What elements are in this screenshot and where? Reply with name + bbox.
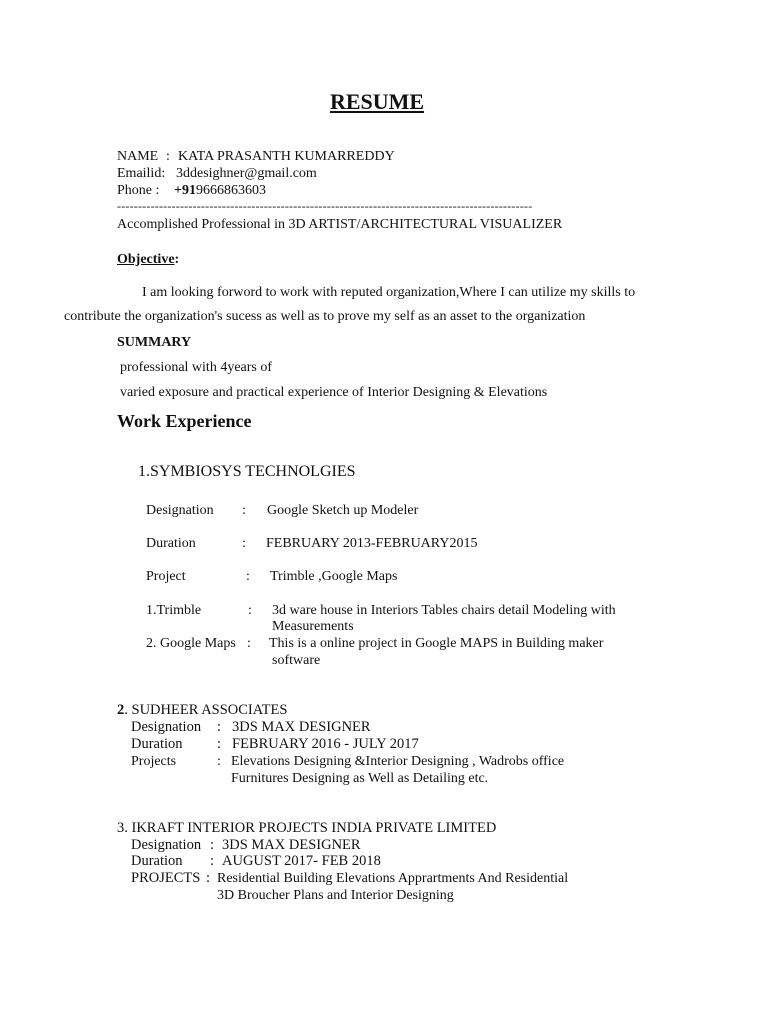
job3-duration-label: Duration <box>131 853 183 869</box>
name-colon: : <box>166 149 170 164</box>
job3-title: 3. IKRAFT INTERIOR PROJECTS INDIA PRIVATE LIMITED <box>117 820 497 836</box>
name-value: KATA PRASANTH KUMARREDDY <box>178 149 395 164</box>
job1-project-label: Project <box>146 569 186 584</box>
job3-designation: 3DS MAX DESIGNER <box>222 837 361 853</box>
job1-trimble-line-2: Measurements <box>272 619 354 634</box>
job2-title: 2. SUDHEER ASSOCIATES <box>117 702 288 718</box>
job1-title: 1.SYMBIOSYS TECHNOLGIES <box>138 463 356 480</box>
job3-duration: AUGUST 2017- FEB 2018 <box>222 853 381 869</box>
job1-maps-colon: : <box>247 636 251 651</box>
job2-projects-colon: : <box>217 754 221 769</box>
headline: Accomplished Professional in 3D ARTIST/ARCHITECTURAL VISUALIZER <box>117 217 563 232</box>
job3-projects-label: PROJECTS <box>131 870 201 886</box>
phone-number: 9666863603 <box>195 183 266 198</box>
divider-line: --------------------------------------------------------------------------------------------------- <box>117 199 533 213</box>
job3-projects-colon: : <box>206 870 211 886</box>
job1-trimble-label: 1.Trimble <box>146 603 202 618</box>
job1-trimble-line-1: 3d ware house in Interiors Tables chairs detail Modeling with <box>272 603 616 618</box>
job2-duration-colon: : <box>217 736 222 752</box>
job2-designation-label: Designation <box>131 719 202 735</box>
job2-duration-label: Duration <box>131 736 183 752</box>
job3-designation-colon: : <box>210 837 215 853</box>
job3-designation-label: Designation <box>131 837 202 853</box>
email-label: Emailid: <box>117 166 166 181</box>
summary-line-1: professional with 4years of <box>120 360 273 375</box>
job1-trimble-colon: : <box>248 603 252 618</box>
phone-prefix: +91 <box>174 183 196 198</box>
job1-project: Trimble ,Google Maps <box>270 569 398 584</box>
job1-duration-label: Duration <box>146 536 196 551</box>
job2-designation-colon: : <box>217 719 222 735</box>
objective-heading: Objective: <box>117 252 180 267</box>
job1-maps-line-1: This is a online project in Google MAPS in Building maker <box>269 636 604 651</box>
job1-duration: FEBRUARY 2013-FEBRUARY2015 <box>266 536 478 551</box>
email-value: 3ddesighner@gmail.com <box>176 166 317 181</box>
objective-line-2: contribute the organization's sucess as well as to prove my self as an asset to the organization <box>64 309 586 324</box>
job1-designation-label: Designation <box>146 503 214 518</box>
name-label: NAME <box>117 149 159 164</box>
objective-line-1: I am looking forword to work with reputed organization,Where I can utilize my skills to <box>142 285 636 300</box>
summary-line-2: varied exposure and practical experience of Interior Designing & Elevations <box>120 385 548 400</box>
job3-projects-line-1: Residential Building Elevations Apprartments And Residential <box>217 871 569 886</box>
job1-duration-colon: : <box>242 536 246 551</box>
job1-maps-label: 2. Google Maps <box>146 636 236 651</box>
phone-value <box>174 182 266 199</box>
job1-maps-line-2: software <box>272 653 321 668</box>
job2-projects-line-2: Furnitures Designing as Well as Detailing etc. <box>231 771 489 786</box>
work-experience-heading: Work Experience <box>117 411 252 431</box>
job3-projects-line-2: 3D Broucher Plans and Interior Designing <box>217 888 454 903</box>
job2-designation: 3DS MAX DESIGNER <box>232 719 371 735</box>
job1-designation-colon: : <box>242 503 246 518</box>
phone-label: Phone : <box>117 183 160 198</box>
page-title: RESUME <box>329 89 425 114</box>
job1-project-colon: : <box>246 569 250 584</box>
job3-duration-colon: : <box>210 853 215 869</box>
job1-designation: Google Sketch up Modeler <box>267 503 419 518</box>
job2-projects-label: Projects <box>131 754 177 769</box>
summary-heading: SUMMARY <box>117 335 192 350</box>
job2-projects-line-1: Elevations Designing &Interior Designing , Wadrobs office <box>231 754 565 769</box>
job2-duration: FEBRUARY 2016 - JULY 2017 <box>232 736 419 752</box>
